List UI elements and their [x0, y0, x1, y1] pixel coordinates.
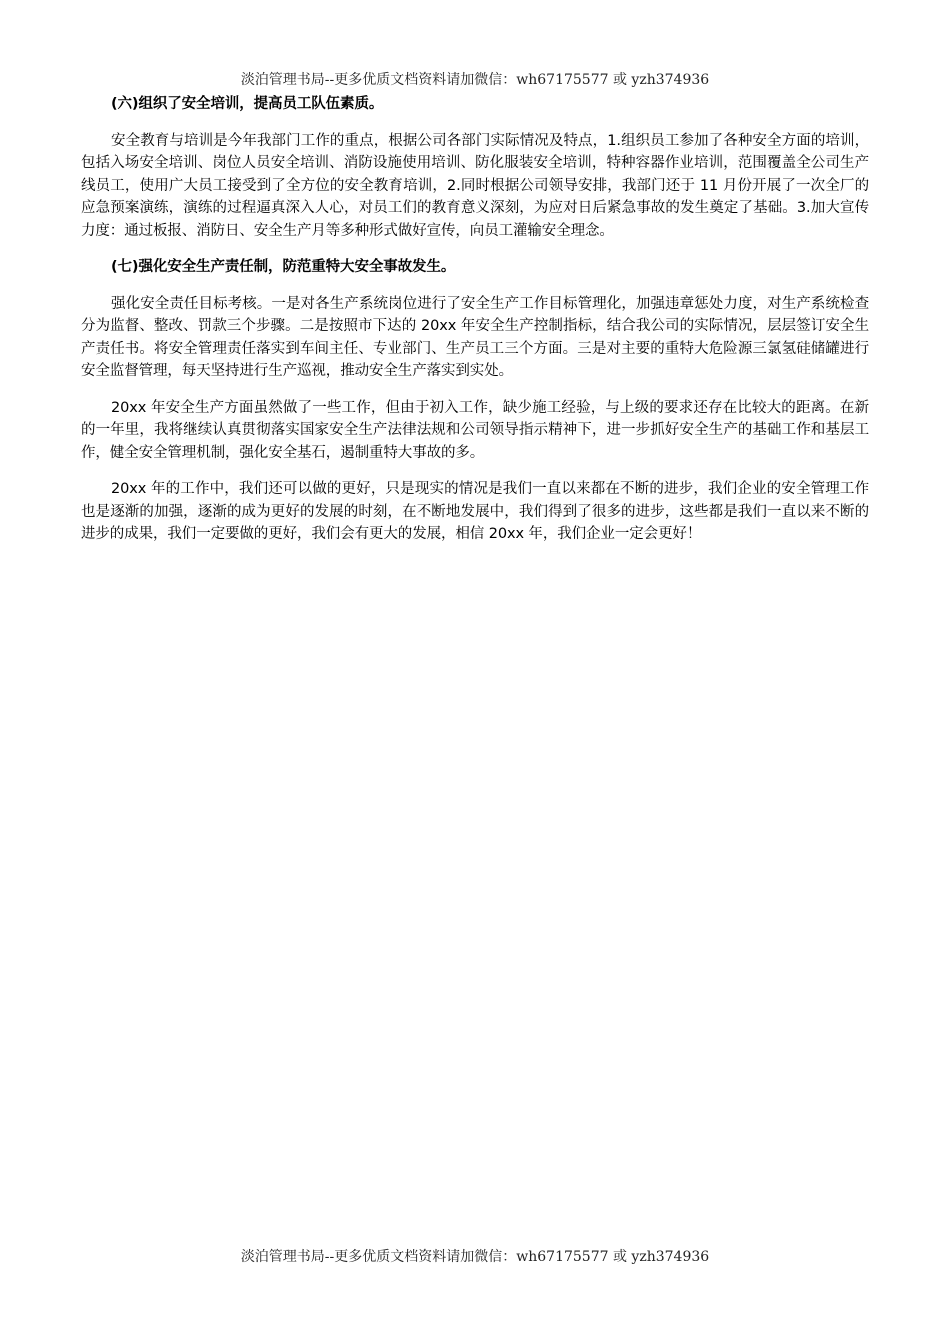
- section-heading-7: (七)强化安全生产责任制，防范重特大安全事故发生。: [111, 259, 456, 275]
- paragraph-year-summary: 20xx 年安全生产方面虽然做了一些工作，但由于初入工作，缺少施工经验，与上级的要求还存在比较大的距离。在新的一年里，我将继续认真贯彻落实国家安全生产法律法规和公司领导指示精神下，进一步抓好安全生产的基础工作和基层工作，健全安全管理机制，强化安全基石，遏制重特大事故的多。: [81, 399, 869, 461]
- paragraph-outlook: 20xx 年的工作中，我们还可以做的更好，只是现实的情况是我们一直以来都在不断的进步，我们企业的安全管理工作也是逐渐的加强，逐渐的成为更好的发展的时刻，在不断地发展中，我们得到了很多的进步，这些都是我们一直以来不断的进步的成果，我们一定要做的更好，我们会有更大的发展，相信 20xx 年，我们企业一定会更好！: [81, 481, 869, 542]
- paragraph-safety-training: 安全教育与培训是今年我部门工作的重点，根据公司各部门实际情况及特点，1.组织员工参加了各种安全方面的培训，包括入场安全培训、岗位人员安全培训、消防设施使用培训、防化服装安全培训，特种容器作业培训，范围覆盖全公司生产线员工，使用广大员工接受到了全方位的安全教育培训，2.同时根据公司领导安排，我部门还于 11 月份开展了一次全厂的应急预案演练，演练的过程逼真深入人心，对员工们的教育意义深刻，为应对日后紧急事故的发生奠定了基础。3.加大宣传力度：通过板报、消防日、安全生产月等多种形式做好宣传，向员工灌输安全理念。: [81, 132, 869, 239]
- document-body: [81, 93, 869, 560]
- page-header: 淡泊管理书局--更多优质文档资料请加微信：wh67175577 或 yzh374936: [240, 72, 710, 88]
- page-footer: 淡泊管理书局--更多优质文档资料请加微信：wh67175577 或 yzh374936: [240, 1249, 710, 1265]
- section-heading-6: (六)组织了安全培训，提高员工队伍素质。: [111, 96, 384, 112]
- paragraph-responsibility: 强化安全责任目标考核。一是对各生产系统岗位进行了安全生产工作目标管理化，加强违章惩处力度，对生产系统检查分为监督、整改、罚款三个步骤。二是按照市下达的 20xx 年安全生产控制指标，结合我公司的实际情况，层层签订安全生产责任书。将安全管理责任落实到车间主任、专业部门、生产员工三个方面。三是对主要的重特大危险源三氯氢硅储罐进行安全监督管理，每天坚持进行生产巡视，推动安全生产落实到实处。: [81, 295, 869, 379]
